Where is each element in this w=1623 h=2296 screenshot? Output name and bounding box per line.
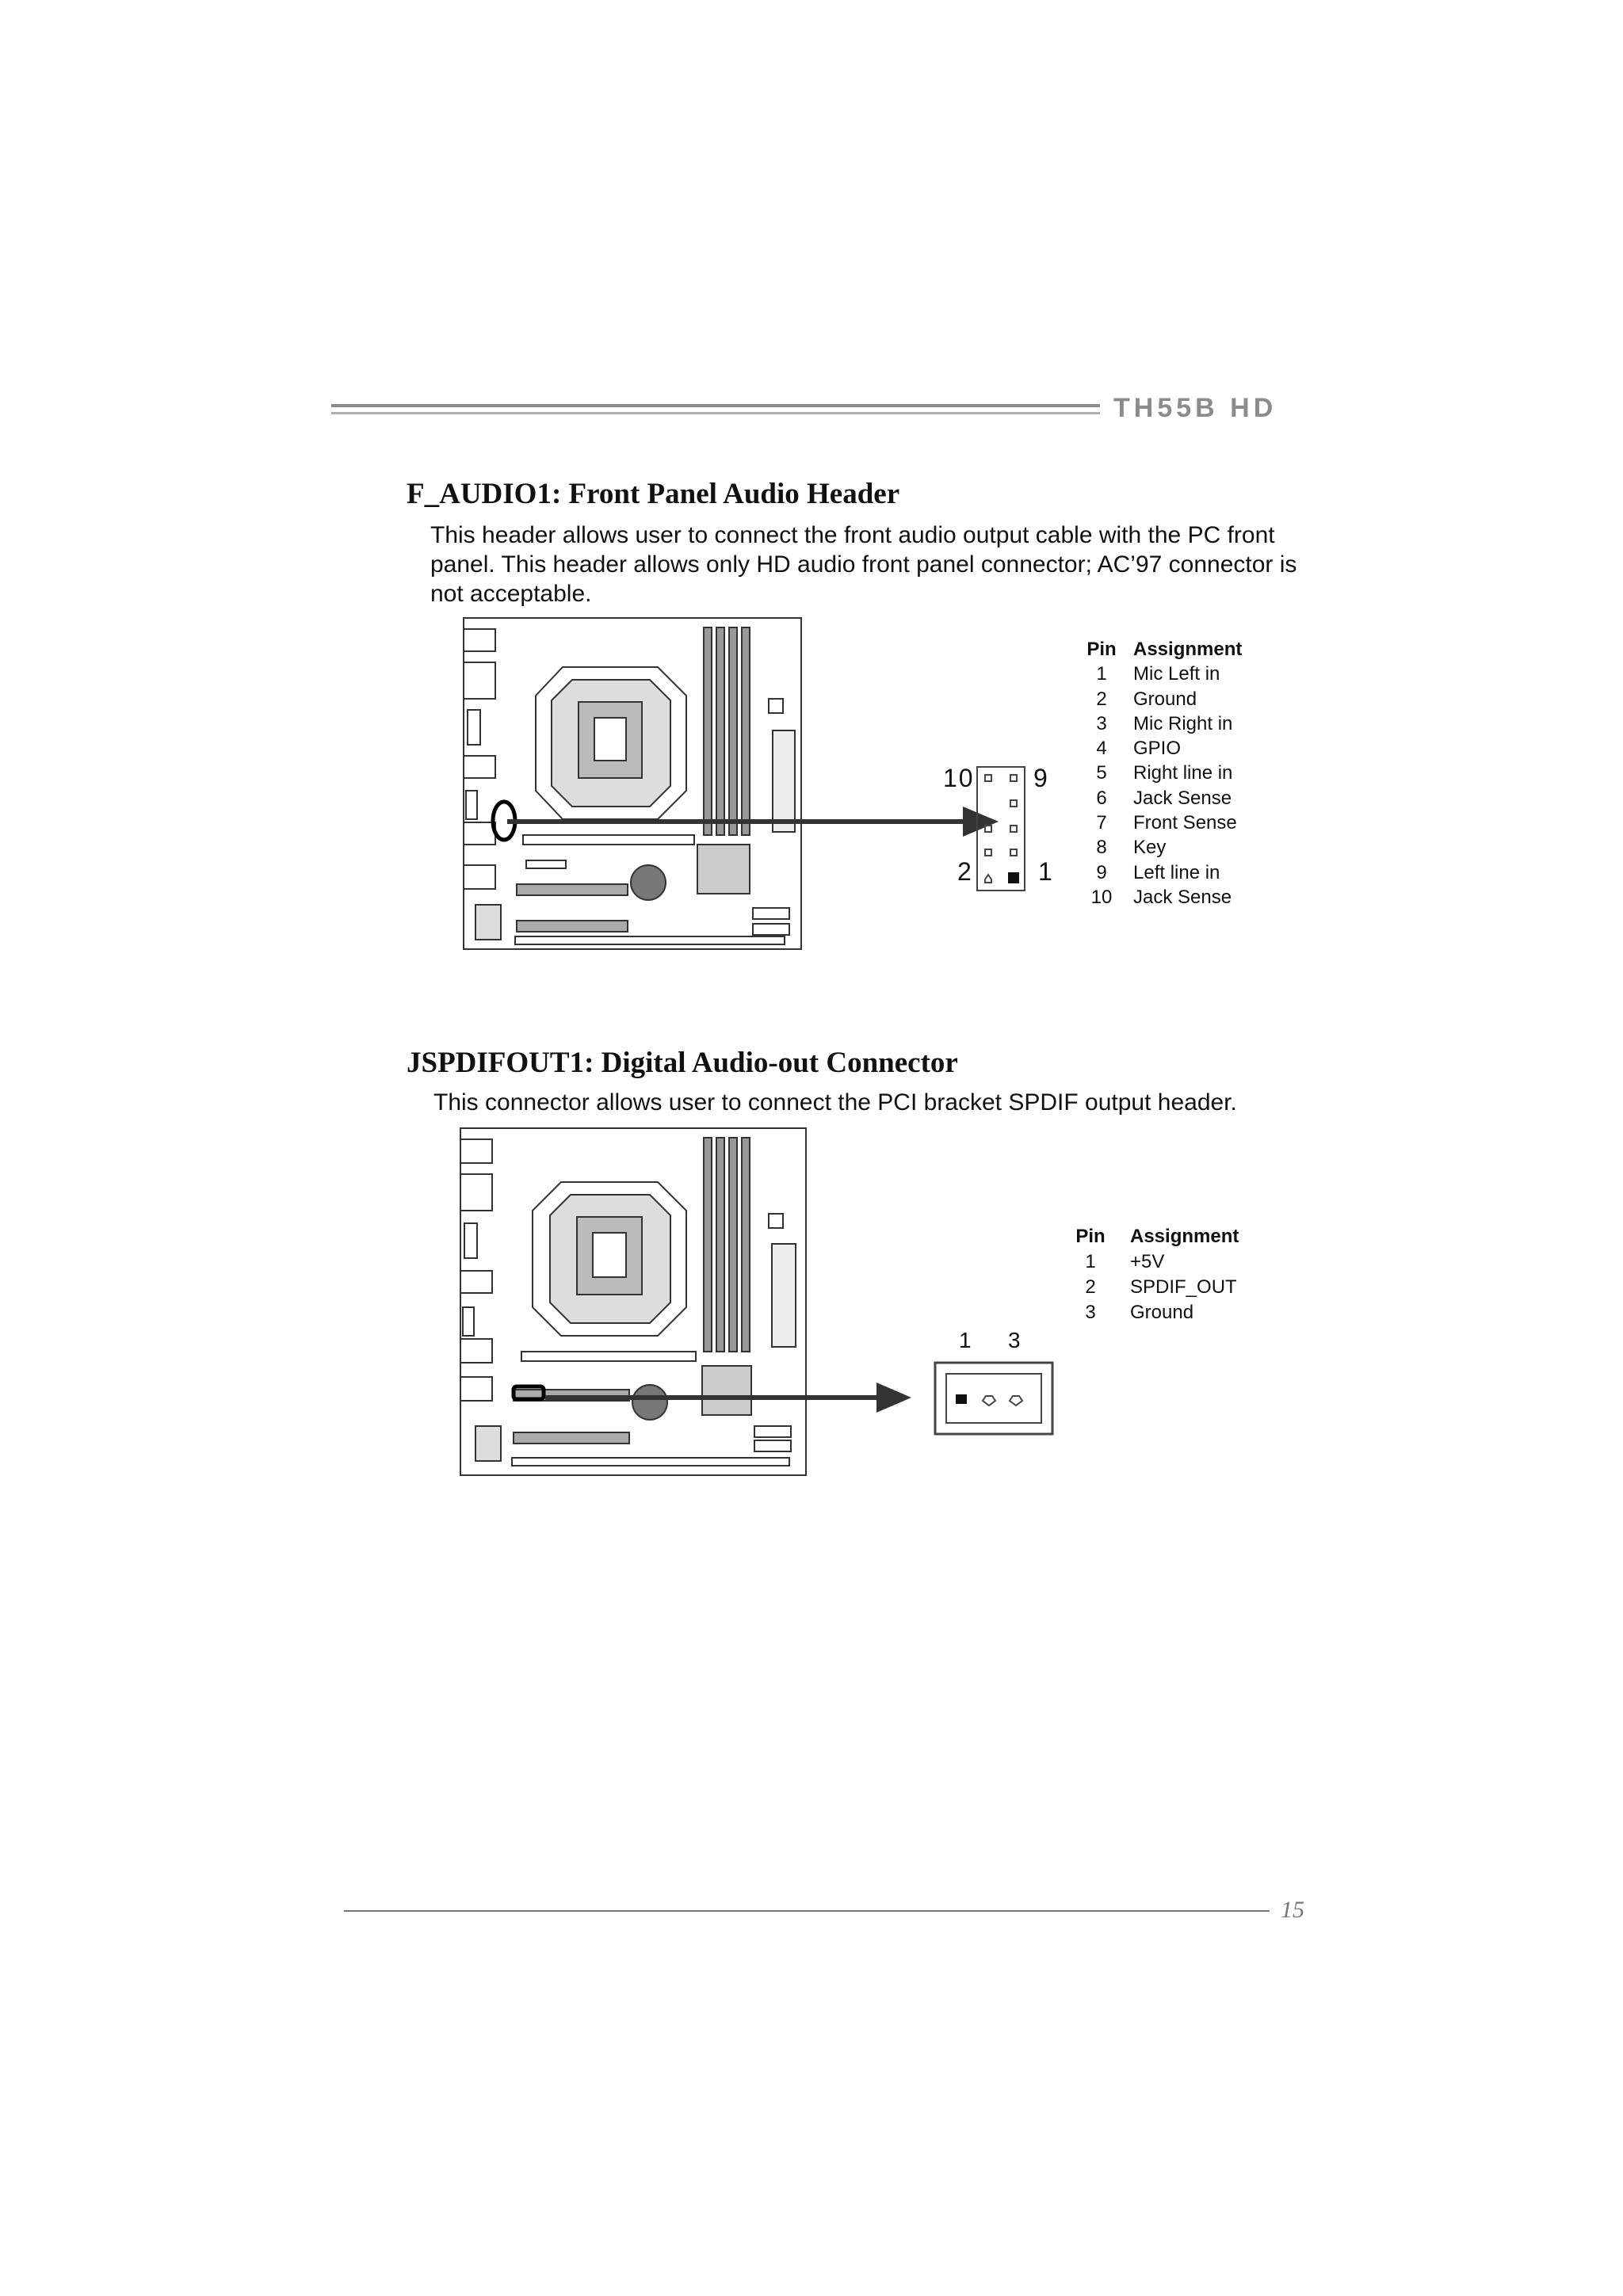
assignment-cell: GPIO: [1133, 738, 1182, 760]
pin-cell: 1: [1085, 1251, 1096, 1272]
motherboard-diagram-jspdifout1: [456, 1125, 810, 1478]
assignment-cell: Left line in: [1133, 861, 1220, 883]
pin-cell: 5: [1096, 762, 1107, 784]
table-row: [1070, 761, 1242, 785]
connector-label-3: 3: [1008, 1328, 1021, 1352]
assignment-cell: +5V: [1130, 1251, 1165, 1272]
connector-jspdifout1: [932, 1360, 1056, 1439]
table-row: [1070, 687, 1242, 711]
assignment-header: Assignment: [1133, 639, 1243, 660]
pin-cell: 7: [1096, 812, 1107, 834]
footer-rule: [344, 1910, 1270, 1912]
pin-cell: 9: [1096, 861, 1107, 883]
table-row: [1070, 786, 1242, 810]
assignment-header: Assignment: [1130, 1226, 1239, 1247]
assignment-cell: Mic Left in: [1133, 663, 1220, 685]
table-row: [1070, 662, 1242, 686]
table-row: [1070, 835, 1242, 860]
motherboard-diagram-f-audio1: [460, 615, 805, 952]
model-name: TH55B HD: [1113, 393, 1277, 423]
table-row: [1070, 736, 1242, 761]
header-rule: [331, 404, 1100, 419]
pin-cell: 3: [1096, 712, 1107, 734]
assignment-cell: Mic Right in: [1133, 712, 1233, 734]
section-description-f-audio1: This header allows user to connect the front audio output cable with the PC front panel. This header allows only HD audio front panel connector; AC’97 connector is not acceptable.: [430, 522, 1297, 607]
section-title-jspdifout1: JSPDIFOUT1: Digital Audio-out Connector: [407, 1047, 958, 1079]
pin-cell: 10: [1090, 886, 1113, 908]
pin-header: Pin: [1075, 1226, 1106, 1247]
connector-label-1: 1: [959, 1328, 972, 1352]
assignment-cell: Jack Sense: [1133, 787, 1232, 809]
arrow-to-jspdifout1: [545, 1379, 911, 1416]
table-row: [1070, 711, 1242, 736]
connector-label-10: 10: [943, 764, 975, 792]
assignment-cell: Ground: [1133, 688, 1197, 710]
assignment-cell: Right line in: [1133, 762, 1233, 784]
assignment-cell: Key: [1133, 837, 1167, 859]
pin-cell: 6: [1096, 787, 1107, 809]
assignment-cell: Front Sense: [1133, 812, 1237, 834]
page-number: 15: [1281, 1897, 1304, 1923]
arrow-to-f-audio1: [507, 803, 999, 840]
assignment-cell: Ground: [1130, 1302, 1194, 1323]
table-row: [1059, 1275, 1239, 1300]
section-description-jspdifout1: This connector allows user to connect the PCI bracket SPDIF output header.: [433, 1089, 1237, 1116]
pin-table-jspdifout1: [1059, 1224, 1239, 1325]
pin-cell: 4: [1096, 738, 1107, 760]
pin-cell: 1: [1096, 663, 1107, 685]
pin-cell: 2: [1085, 1276, 1096, 1298]
connector-label-2: 2: [957, 857, 972, 886]
table-row: [1070, 860, 1242, 885]
table-row: [1059, 1249, 1239, 1275]
section-title-f-audio1: F_AUDIO1: Front Panel Audio Header: [407, 478, 900, 510]
connector-label-1: 1: [1038, 857, 1052, 886]
pin-table-f-audio1: [1070, 637, 1242, 910]
pin-header: Pin: [1086, 639, 1117, 660]
pin-cell: 3: [1085, 1302, 1096, 1323]
assignment-cell: Jack Sense: [1133, 886, 1232, 908]
table-row: [1059, 1300, 1239, 1325]
table-row: [1070, 810, 1242, 835]
table-row: [1070, 885, 1242, 910]
assignment-cell: SPDIF_OUT: [1130, 1276, 1237, 1298]
pin-cell: 8: [1096, 837, 1107, 859]
pin-cell: 2: [1096, 688, 1107, 710]
connector-label-9: 9: [1033, 764, 1048, 792]
